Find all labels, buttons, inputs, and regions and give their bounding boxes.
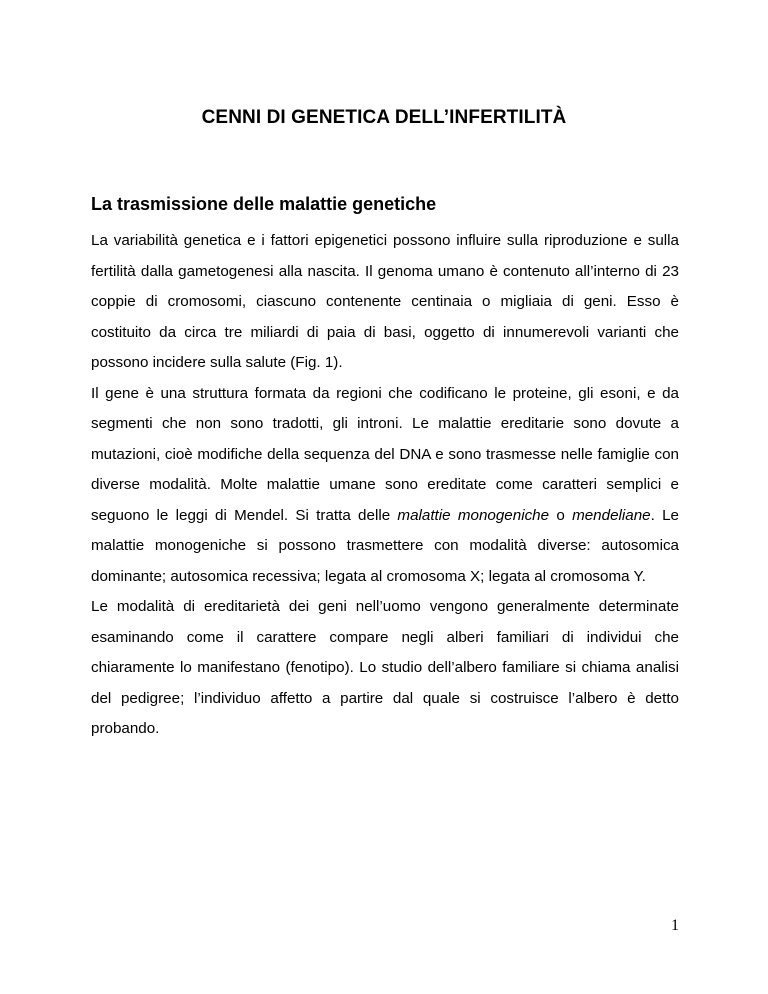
section-transmission bbox=[91, 192, 679, 745]
term-mendelian: mendeliane bbox=[572, 506, 651, 524]
paragraph-3: Le modalità di ereditarietà dei geni nell’uomo vengono generalmente determinate esaminando come il carattere compare negli alberi familiari di individui che chiaramente lo manifestano (fenotipo). Lo studio dell’albero familiare si chiama analisi del pedigree; l’individuo affetto a partire dal quale si costruisce l’albero è detto probando. bbox=[91, 598, 679, 737]
document-title: CENNI DI GENETICA DELL’INFERTILITÀ bbox=[201, 107, 567, 128]
paragraph-1: La variabilità genetica e i fattori epigenetici possono influire sulla riproduzione e sulla fertilità dalla gametogenesi alla nascita. Il genoma umano è contenuto all’interno di 23 coppie di cromosomi, ciascuno contenente centinaia o migliaia di geni. Esso è costituito da circa tre miliardi di paia di basi, oggetto di innumerevoli varianti che possono incidere sulla salute (Fig. 1). bbox=[91, 232, 679, 371]
paragraph-2-text-b: o bbox=[549, 506, 573, 524]
paragraph-2 bbox=[91, 379, 679, 593]
section-heading: La trasmissione delle malattie genetiche bbox=[91, 194, 437, 214]
page-number: 1 bbox=[671, 917, 679, 934]
term-monogenic: malattie monogeniche bbox=[397, 506, 550, 524]
paragraph-2-text-c: . Le malattie monogeniche si possono trasmettere con modalità diverse: autosomica dominante; autosomica recessiva; legata al cromosoma X; legata al cromosoma Y. bbox=[91, 506, 679, 585]
paragraph-2-text-a: Il gene è una struttura formata da regioni che codificano le proteine, gli esoni, e da segmenti che non sono tradotti, gli introni. Le malattie ereditarie sono dovute a mutazioni, cioè modifiche della sequenza del DNA e sono trasmesse nelle famiglie con diverse modalità. Molte malattie umane sono ereditate come caratteri semplici e seguono le leggi di Mendel. Si tratta delle bbox=[91, 384, 679, 524]
